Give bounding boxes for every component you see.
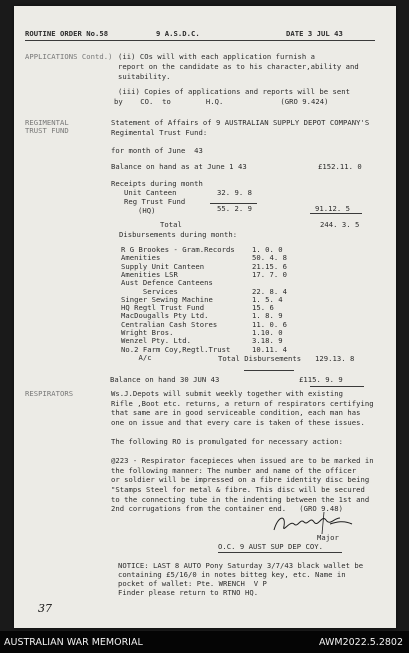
respirators-line: the following manner: The number and name of the officer bbox=[111, 465, 357, 475]
applications-line: suitability. bbox=[118, 72, 171, 81]
balance-end-value: £115. 9. 9 bbox=[299, 375, 343, 384]
receipt-item: Unit Canteen bbox=[124, 188, 177, 197]
balance-value: £152.11. 0 bbox=[318, 162, 362, 171]
disbursement-item: R G Brookes - Gram.Records bbox=[121, 245, 235, 254]
disbursement-item: Singer Sewing Machine bbox=[121, 294, 213, 304]
respirators-line: Rifle ,Boot etc. returns, a return of respirators certifying bbox=[111, 398, 374, 408]
disbursement-item: Wright Bros. bbox=[121, 328, 174, 337]
disbursement-item: MacDougalls Pty Ltd. bbox=[121, 311, 209, 321]
respirators-line: @223 - Respirator facepieces when issued are to be marked in bbox=[111, 456, 374, 466]
disbursement-item: Amenities LSR bbox=[121, 269, 178, 279]
receipt-item: (HQ) bbox=[138, 206, 156, 215]
receipt-item: Reg Trust Fund bbox=[124, 197, 186, 206]
notice-line: Finder please return to RTNO HQ. bbox=[118, 588, 259, 597]
archive-footer bbox=[0, 631, 409, 653]
balance-label: Balance on hand as at June 1 43 bbox=[111, 162, 247, 171]
unit-name: 9 A.S.D.C. bbox=[156, 29, 200, 38]
respirators-line: one on issue and that every care is taken of these issues. bbox=[111, 417, 365, 427]
footer-institution: AUSTRALIAN WAR MEMORIAL bbox=[4, 637, 143, 648]
total-disbursements-value: 129.13. 8 bbox=[315, 354, 355, 363]
respirators-line: to the connecting tube in the indenting between the 1st and bbox=[111, 494, 370, 504]
disbursement-value: 1. 0. 0 bbox=[252, 245, 283, 254]
respirators-line: that same are in good serviceable condition, each man has bbox=[111, 408, 361, 418]
disbursement-item: Centralian Cash Stores bbox=[121, 319, 218, 329]
disbursement-value: 17. 7. 0 bbox=[252, 269, 288, 279]
balance-end-label: Balance on hand 30 JUN 43 bbox=[110, 375, 220, 384]
notice-line: pocket of wallet: Pte. WRENCH V P bbox=[118, 579, 267, 588]
receipt-value: 55. 2. 9 bbox=[217, 204, 253, 213]
header-rule bbox=[25, 40, 375, 41]
disbursement-item: HQ Regtl Trust Fund bbox=[121, 303, 205, 313]
disbursement-value: 1. 5. 4 bbox=[252, 294, 283, 304]
notice-line: containing £5/16/0 in notes bitteg key, etc. Name in bbox=[118, 570, 346, 579]
order-date: DATE 3 JUL 43 bbox=[286, 29, 343, 38]
disbursement-value: 10.11. 4 bbox=[252, 344, 288, 354]
margin-respirators: RESPIRATORS bbox=[25, 389, 74, 398]
margin-trust-fund: TRUST FUND bbox=[25, 126, 69, 135]
respirators-line: 2nd corrugations from the container end. (GRO 9.48) bbox=[111, 504, 343, 514]
applications-line: (iii) Copies of applications and reports will be sent bbox=[118, 87, 350, 96]
disbursement-item: A/c bbox=[121, 352, 152, 362]
signature-unit: O.C. 9 AUST SUP DEP COY. bbox=[218, 542, 324, 551]
receipts-total: 91.12. 5 bbox=[315, 204, 351, 213]
disbursements-heading: Disbursements during month: bbox=[119, 230, 238, 239]
total-disbursements-label: Total Disbursements bbox=[218, 354, 302, 363]
disbursement-value: 21.15. 6 bbox=[252, 261, 288, 271]
document-page bbox=[14, 6, 396, 628]
total-label: Total bbox=[160, 220, 182, 229]
applications-line: by CO. to H.Q. (GRO 9.424) bbox=[114, 97, 329, 106]
respirators-line: "Stamps Steel for metal & fibre. This disc will be secured bbox=[111, 485, 365, 494]
notice-line: NOTICE: LAST 8 AUTO Pony Saturday 3/7/43 black wallet be bbox=[118, 561, 364, 570]
disbursement-value: 1. 8. 9 bbox=[252, 311, 283, 321]
applications-line: (ii) COs will with each application furnish a bbox=[118, 52, 315, 61]
disbursement-item: Aust Defence Canteens bbox=[121, 278, 213, 288]
disbursement-item: Supply Unit Canteen bbox=[121, 261, 205, 271]
signature-rule bbox=[218, 552, 342, 553]
respirators-line: Ws.J.Depots will submit weekly together with existing bbox=[111, 389, 343, 398]
disbursement-value: 50. 4. 8 bbox=[252, 253, 288, 263]
margin-regimental: REGIMENTAL bbox=[25, 118, 69, 127]
disbursement-item: No.2 Farm Coy,Regtl.Trust bbox=[121, 344, 231, 354]
disbursement-value: 15. 6 bbox=[252, 303, 274, 313]
disbursement-item: Amenities bbox=[121, 253, 161, 263]
receipt-value: 32. 9. 8 bbox=[217, 188, 253, 197]
footer-catalogue-number: AWM2022.5.2802 bbox=[319, 637, 404, 648]
signature-rank: Major bbox=[317, 533, 339, 542]
receipts-total-rule bbox=[310, 213, 362, 214]
disbursement-value: 22. 8. 4 bbox=[252, 286, 288, 296]
trust-fund-month: for month of June 43 bbox=[111, 146, 203, 155]
respirators-line: The following RO is promulgated for necessary action: bbox=[111, 437, 343, 446]
trust-fund-heading: Regimental Trust Fund: bbox=[111, 128, 208, 137]
order-number: ROUTINE ORDER No.58 bbox=[25, 29, 109, 38]
disbursement-value: 11. 0. 6 bbox=[252, 319, 288, 329]
disbursement-value: 1.10. 0 bbox=[252, 328, 283, 337]
handwritten-signature bbox=[270, 508, 356, 544]
total-value: 244. 3. 5 bbox=[320, 220, 360, 229]
disbursement-value: 3.18. 9 bbox=[252, 336, 283, 346]
applications-line: report on the candidate as to his character,ability and bbox=[118, 62, 359, 71]
balance-end-rule bbox=[310, 386, 364, 387]
receipts-heading: Receipts during month bbox=[111, 179, 203, 188]
margin-applications: APPLICATIONS Contd.) bbox=[25, 52, 113, 61]
page-mark: 37 bbox=[38, 602, 53, 615]
trust-fund-heading: Statement of Affairs of 9 AUSTRALIAN SUPPLY DEPOT COMPANY'S bbox=[111, 118, 370, 127]
respirators-line: or soldier will be impressed on a fibre identity disc being bbox=[111, 475, 370, 485]
disbursement-item: Wenzel Pty. Ltd. bbox=[121, 336, 192, 346]
disbursement-item: Services bbox=[121, 286, 178, 296]
disbursements-rule bbox=[244, 370, 294, 371]
